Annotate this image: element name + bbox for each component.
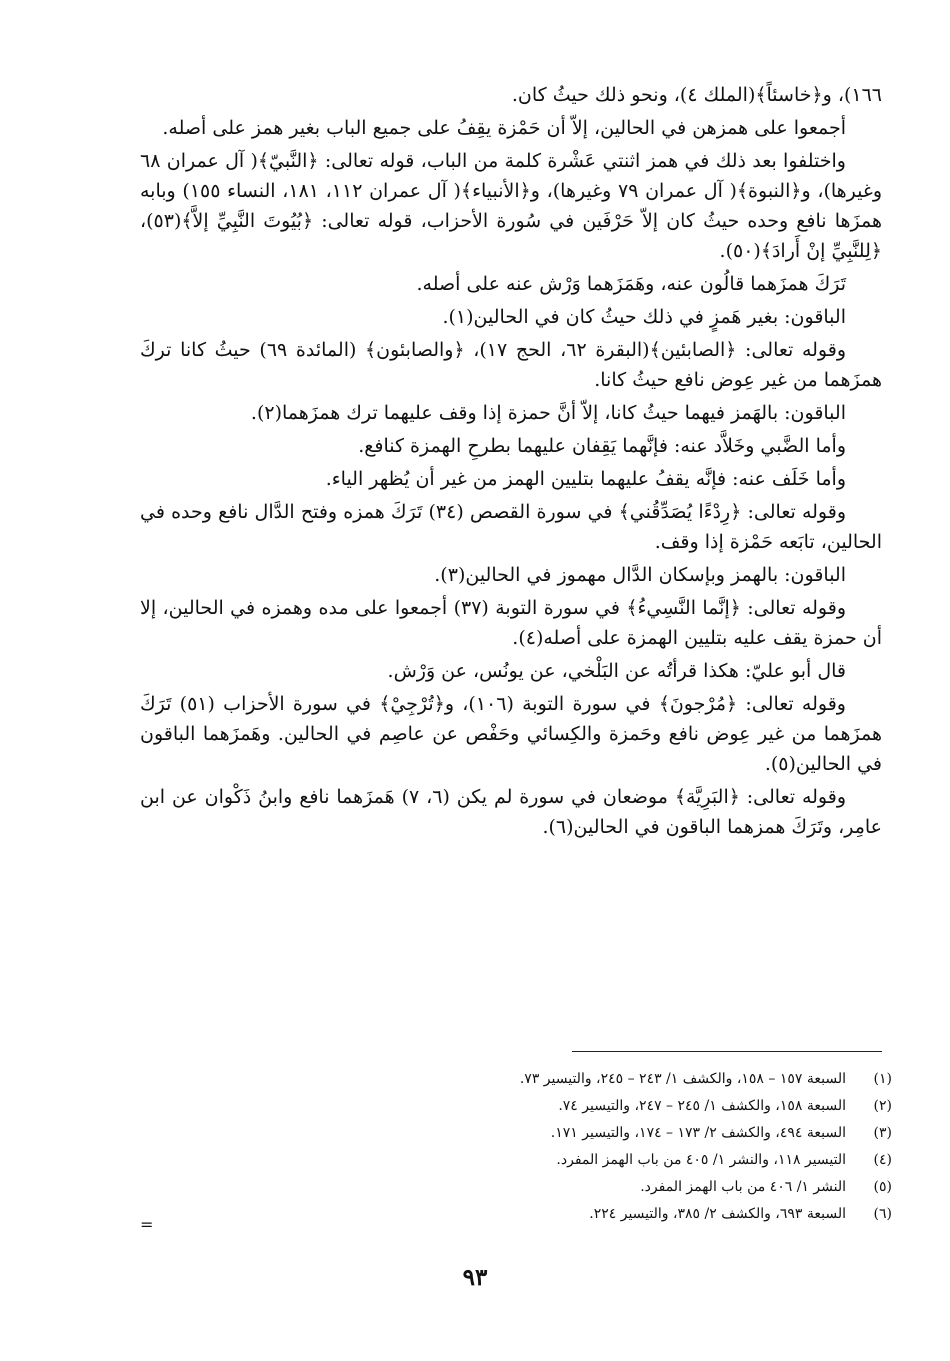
footnote-1 — [180, 1066, 892, 1093]
paragraph-10: وقوله تعالى: ﴿رِدْءًا يُصَدِّقُني﴾ في سورة القصص (٣٤) تَرَكَ همزه وفتح الدَّال نافع وحده في الحالين، تابَعه حَمْزة إذا وقف. — [140, 501, 882, 553]
footnote-text: السبعة ٦٩٣، والكشف ٢/ ٣٨٥، والتيسير ٢٢٤. — [589, 1206, 846, 1222]
paragraph-15: وقوله تعالى: ﴿البَرِيَّة﴾ موضعان في سورة لم يكن (٦، ٧) هَمزَهما نافع وابنُ ذَكْوان عن ابن عامِر، وتَرَكَ همزهما الباقون في الحالين(٦). — [140, 786, 882, 838]
footnotes — [180, 1066, 892, 1228]
footnote-text: السبعة ٤٩٤، والكشف ٢/ ١٧٣ – ١٧٤، والتيسير ١٧١. — [550, 1125, 846, 1141]
paragraph-12: وقوله تعالى: ﴿إنَّما النَّسِيءُ﴾ في سورة التوبة (٣٧) أجمعوا على مده وهمزه في الحالين، إلا أن حمزة يقف عليه بتليين الهمزة على أصله(٤). — [140, 597, 882, 649]
footnote-text: التيسير ١١٨، والنشر ١/ ٤٠٥ من باب الهمز المفرد. — [556, 1152, 846, 1168]
footnote-divider — [572, 1051, 882, 1052]
footnote-6 — [180, 1201, 892, 1228]
footnote-text: السبعة ١٥٧ – ١٥٨، والكشف ١/ ٢٤٣ – ٢٤٥، والتيسير ٧٣. — [519, 1071, 846, 1087]
paragraph-8: وأما الضَّبي وخَلاَّد عنه: فإنَّهما يَقِفان عليهما بطرحِ الهمزة كنافع. — [358, 435, 846, 457]
footnote-number: (٦) — [873, 1206, 892, 1222]
continuation-mark: = — [140, 1215, 154, 1234]
main-text — [140, 80, 882, 845]
footnote-number: (٢) — [873, 1098, 892, 1114]
paragraph-4: تَرَكَ همزَهما قالُون عنه، وهَمَزَهما وَرْش عنه على أصله. — [416, 273, 846, 295]
paragraph-13: قال أبو عليّ: هكذا قرأتُه عن البَلْخي، عن يونُس، عن وَرْش. — [387, 660, 846, 682]
footnote-2 — [180, 1093, 892, 1120]
footnote-4 — [180, 1147, 892, 1174]
footnote-number: (٣) — [873, 1125, 892, 1141]
paragraph-9: وأما خَلَف عنه: فإنَّه يقفُ عليهما بتليين الهمز من غير أن يُظهر الياء. — [325, 468, 846, 490]
paragraph-2: أجمعوا على همزهن في الحالين، إلاّ أن حَمْزة يقِفُ على جميع الباب بغير همز على أصله. — [162, 117, 846, 139]
paragraph-3: واختلفوا بعد ذلك في همز اثنتي عَشْرة كلمة من الباب، قوله تعالى: ﴿النَّبيّ﴾( آل عمران ٦٨ وغيرها)، و﴿النبوة﴾( آل عمران ٧٩ وغيرها)، و﴿الأنبياء﴾( آل عمران ١١٢، ١٨١، النساء ١٥٥) وبابه همزَها نافع وحده حيثُ كان إلاّ حَرْفَين في سُورة الأحزاب، قوله تعالى: ﴿بُيُوتَ النَّبِيِّ إلاَّ﴾(٥٣)، ﴿لِلنَّبِيِّ إنْ أَرادَ﴾(٥٠). — [140, 150, 883, 262]
paragraph-7: الباقون: بالهَمز فيهما حيثُ كانا، إلاّ أنَّ حمزة إذا وقف عليهما ترك همزَهما(٢). — [250, 402, 846, 424]
footnote-5 — [180, 1174, 892, 1201]
footnote-number: (٤) — [873, 1152, 892, 1168]
paragraph-1: ١٦٦)، و﴿خاسئاً﴾(الملك ٤)، ونحو ذلك حيثُ كان. — [511, 84, 882, 106]
footnote-text: النشر ١/ ٤٠٦ من باب الهمز المفرد. — [640, 1179, 846, 1195]
footnote-text: السبعة ١٥٨، والكشف ١/ ٢٤٥ – ٢٤٧، والتيسير ٧٤. — [558, 1098, 846, 1114]
page-number: ٩٣ — [462, 1264, 488, 1291]
footnote-number: (١) — [873, 1071, 892, 1087]
paragraph-14: وقوله تعالى: ﴿مُرْجونَ﴾ في سورة التوبة (١٠٦)، و﴿تُرْجِيْ﴾ في سورة الأحزاب (٥١) تَرَكَ همزَهما من غير عِوض نافع وحَمزة والكِسائي وحَفْص عن عاصِم في الحالين. وهَمزَهما الباقون في الحالين(٥). — [140, 693, 882, 775]
paragraph-11: الباقون: بالهمز وبإسكان الدَّال مهموز في الحالين(٣). — [434, 564, 846, 586]
paragraph-5: الباقون: بغير هَمزٍ في ذلك حيثُ كان في الحالين(١). — [442, 306, 846, 328]
footnote-3 — [180, 1120, 892, 1147]
footnote-number: (٥) — [873, 1179, 892, 1195]
paragraph-6: وقوله تعالى: ﴿الصابئين﴾(البقرة ٦٢، الحج ١٧)، ﴿والصابئون﴾ (المائدة ٦٩) حيثُ كانا تركَ همزَهما من غير عِوض نافع حيثُ كانا. — [140, 339, 882, 391]
